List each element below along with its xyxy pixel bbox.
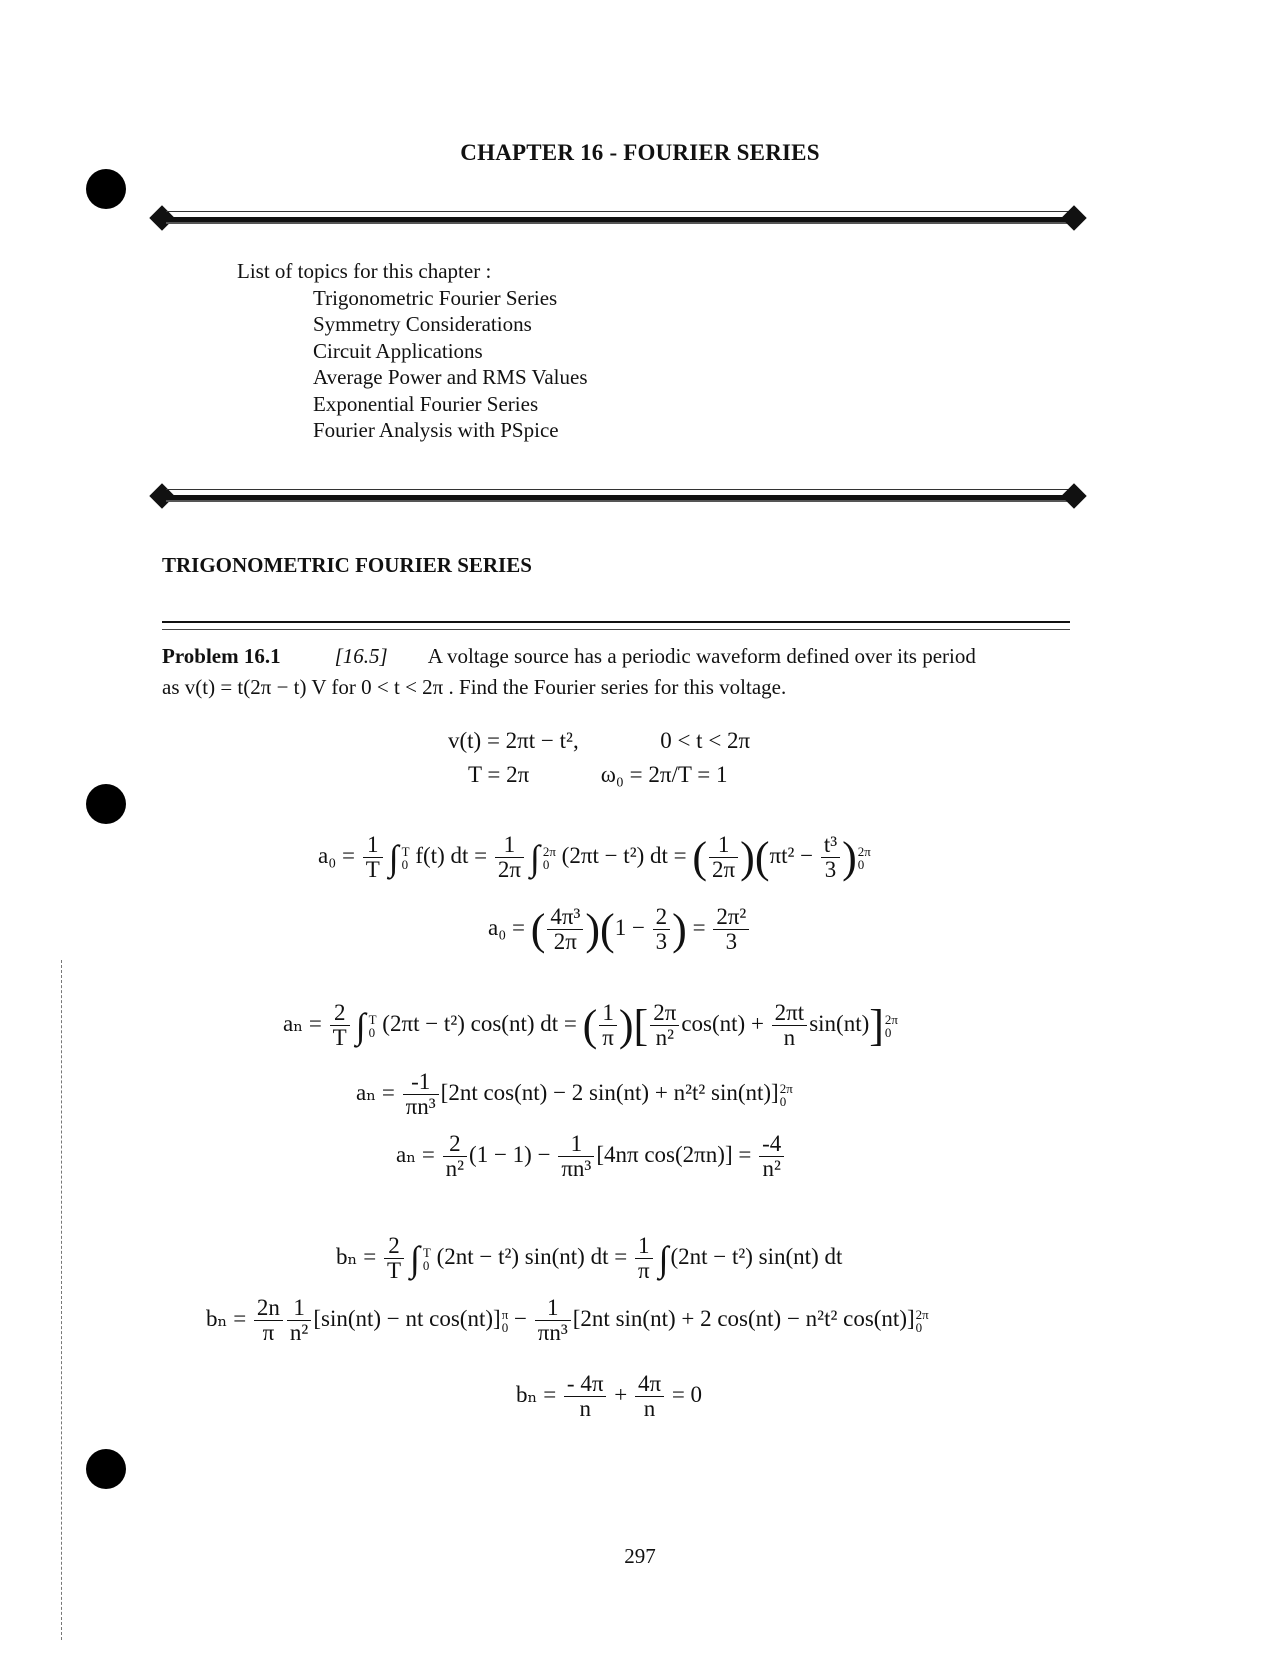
equation-vt: v(t) = 2πt − t², 0 < t < 2π	[448, 728, 751, 753]
topic-item: Exponential Fourier Series	[313, 391, 539, 416]
equation-an-integral: aₙ = $\frac{2}{T}$ ∫ T 0 (2πt − t²) cos(nt) dt = ( $\frac{1}{\pi}$ )[ $\frac{2\pi}{\text{n²}}$ cos(nt) + $\frac{2\pi t}{n}$ sin(nt)] 2π 0	[283, 999, 898, 1050]
problem-ref: [16.5]	[334, 644, 388, 668]
punch-hole	[86, 784, 126, 824]
equation-bn-result: bₙ = $\frac{- 4\pi}{n}$ + $\frac{4\pi}{n}$ = 0	[516, 1371, 703, 1422]
section-heading: TRIGONOMETRIC FOURIER SERIES	[162, 553, 532, 577]
topics-list	[237, 258, 588, 444]
topic-item: Fourier Analysis with PSpice	[313, 418, 559, 442]
equation-bn-step: bₙ = $\frac{2n}{\pi}$ $\frac{1}{\text{n²}}$ [sin(nt) − nt cos(nt)] π 0 − $\frac{1}{\text{πn³}}$ [2nt sin(nt) + 2 cos(nt) − n²t² cos(nt)] 2π 0	[206, 1295, 929, 1346]
topic-item: Circuit Applications	[313, 338, 483, 363]
margin-cut-line	[61, 960, 62, 1640]
punch-hole	[86, 1449, 126, 1489]
diamond-rule-bottom	[148, 484, 1088, 514]
equation-bn-integral: bₙ = $\frac{2}{T}$ ∫ T 0 (2nt − t²) sin(nt) dt = $\frac{1}{\pi}$ ∫(2nt − t²) sin(nt) dt	[336, 1233, 843, 1284]
problem-statement	[162, 641, 1072, 703]
equation-a0-result: a₀ = ( $\frac{\text{4π³}}{2\pi}$ )(1 − $\frac{2}{3}$ ) = $\frac{\text{2π²}}{3}$	[488, 904, 751, 955]
equation-period: T = 2π ω₀ = 2π/T = 1	[468, 762, 728, 787]
section-rule	[162, 621, 1070, 630]
diamond-icon	[1061, 205, 1086, 230]
diamond-icon	[1061, 483, 1086, 508]
topics-intro: List of topics for this chapter :	[237, 259, 492, 283]
topic-item: Average Power and RMS Values	[313, 365, 588, 389]
equation-a0-integral: a₀ = $\frac{1}{T}$ ∫ T 0 f(t) dt = $\frac{1}{2\pi}$ ∫ 2π 0 (2πt − t²) dt = ( $\frac{1}{2\pi}$ )(πt² − $\frac{\text{t³}}{3}$ ) 2π 0	[318, 831, 871, 882]
problem-label: Problem 16.1	[162, 644, 281, 668]
equation-an-step: aₙ = $\frac{-1}{\text{πn³}}$ [2nt cos(nt) − 2 sin(nt) + n²t² sin(nt)] 2π 0	[356, 1069, 793, 1120]
equation-an-result: aₙ = $\frac{2}{\text{n²}}$ (1 − 1) − $\frac{1}{\text{πn³}}$ [4nπ cos(2πn)] = $\frac{-4}{\text{n²}}$	[396, 1132, 786, 1181]
problem-text: A voltage source has a periodic waveform defined over its period	[427, 644, 976, 668]
topic-item: Symmetry Considerations	[313, 312, 532, 336]
punch-hole	[86, 169, 126, 209]
chapter-title: CHAPTER 16 - FOURIER SERIES	[460, 140, 820, 165]
problem-text: as v(t) = t(2π − t) V for 0 < t < 2π . Find the Fourier series for this voltage.	[162, 675, 787, 699]
topic-item: Trigonometric Fourier Series	[313, 285, 558, 310]
page-number: 297	[624, 1544, 656, 1568]
diamond-rule-top	[148, 206, 1088, 236]
